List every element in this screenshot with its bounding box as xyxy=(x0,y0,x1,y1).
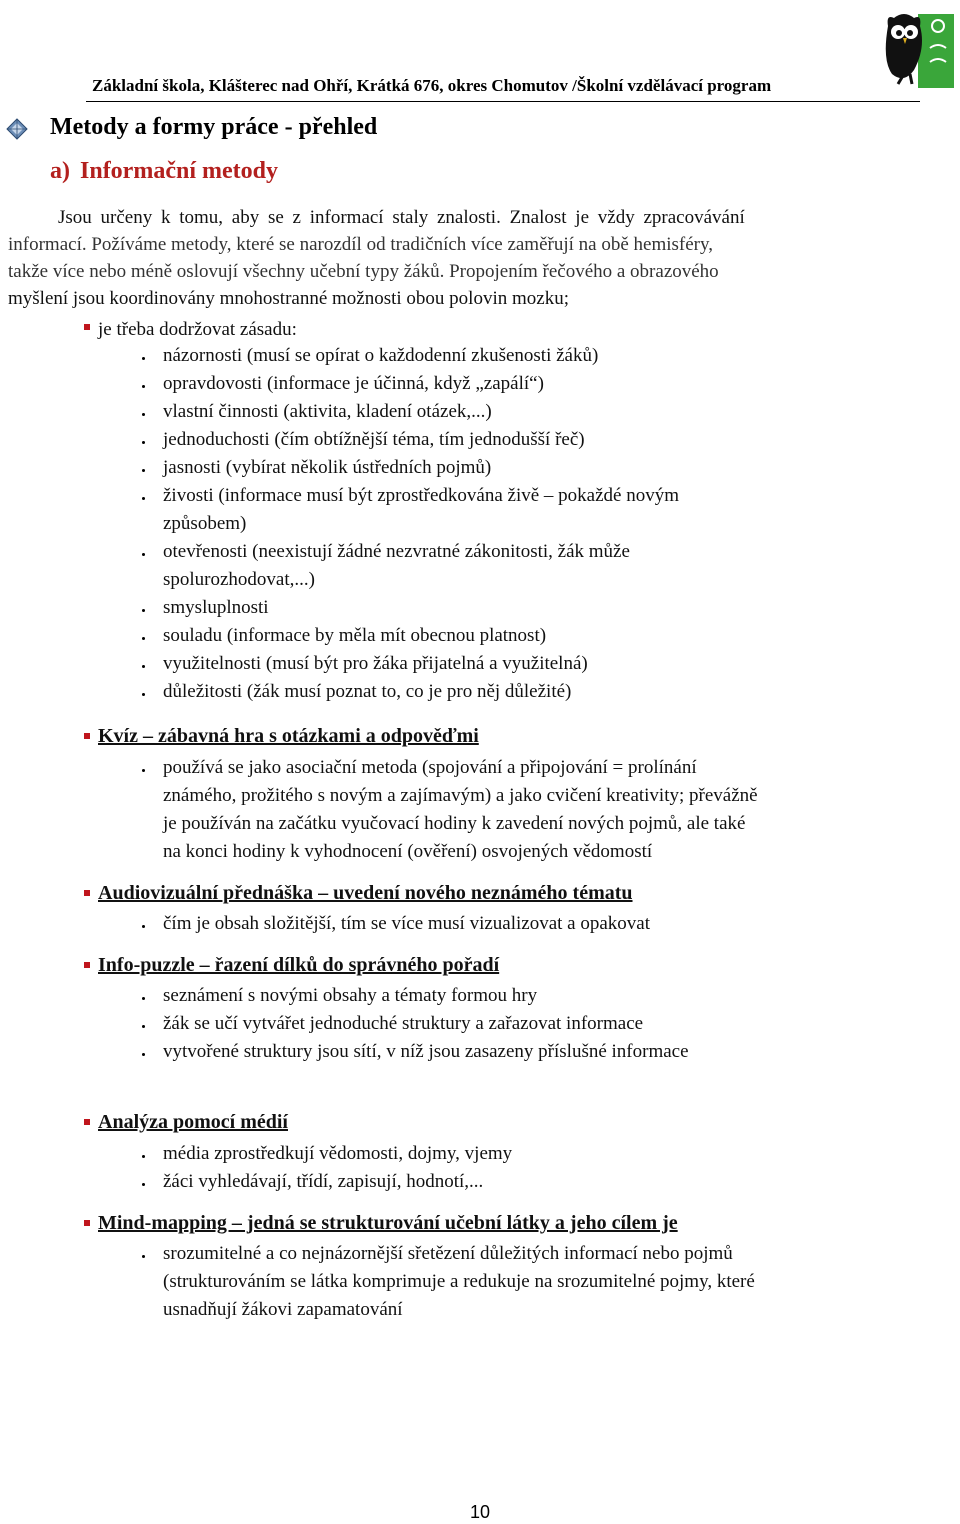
intro-line: informací. Požíváme metody, které se narozdíl od tradičních více zaměřují na obě hemisféry, xyxy=(8,234,714,255)
bullet-dot-icon xyxy=(142,553,145,556)
bullet-dot-icon xyxy=(142,1155,145,1158)
bullet-dot-icon xyxy=(142,637,145,640)
method-item-line: vytvořené struktury jsou sítí, v níž jsou zasazeny příslušné informace xyxy=(163,1041,689,1062)
method-item-line: média zprostředkují vědomosti, dojmy, vjemy xyxy=(163,1143,513,1164)
principle-item: využitelnosti (musí být pro žáka přijatelná a využitelná) xyxy=(163,653,588,674)
intro-line: takže více nebo méně oslovují všechny učební typy žáků. Propojením řečového a obrazového xyxy=(8,261,719,282)
diamond-bullet-icon xyxy=(6,118,28,140)
method-item-line: čím je obsah složitější, tím se více musí vizualizovat a opakovat xyxy=(163,913,651,934)
method-heading: Analýza pomocí médií xyxy=(98,1111,288,1133)
method-item-line: používá se jako asociační metoda (spojování a připojování = prolínání xyxy=(163,757,697,778)
square-bullet-icon xyxy=(84,733,90,739)
principle-item: názornosti (musí se opírat o každodenní zkušenosti žáků) xyxy=(163,345,599,366)
principle-item: jednoduchosti (čím obtížnější téma, tím jednodušší řeč) xyxy=(163,429,585,450)
method-item-line: je používán na začátku vyučovací hodiny k zavedení nových pojmů, ale také xyxy=(163,813,746,834)
bullet-dot-icon xyxy=(142,1053,145,1056)
method-item-line: (strukturováním se látka komprimuje a redukuje na srozumitelné pojmy, které xyxy=(163,1271,755,1292)
page-number: 10 xyxy=(469,1502,491,1522)
method-item-line: žáci vyhledávají, třídí, zapisují, hodnotí,... xyxy=(163,1171,484,1192)
bullet-dot-icon xyxy=(142,769,145,772)
bullet-dot-icon xyxy=(142,1255,145,1258)
principle-item: jasnosti (vybírat několik ústředních pojmů) xyxy=(163,457,492,478)
square-bullet-icon xyxy=(84,890,90,896)
bullet-dot-icon xyxy=(142,385,145,388)
section-title xyxy=(50,158,278,185)
bullet-dot-icon xyxy=(142,497,145,500)
principle-item: spolurozhodovat,...) xyxy=(163,569,315,590)
bullet-dot-icon xyxy=(142,413,145,416)
bullet-dot-icon xyxy=(142,997,145,1000)
principle-item: otevřenosti (neexistují žádné nezvratné zákonitosti, žák může xyxy=(163,541,630,562)
bullet-dot-icon xyxy=(142,441,145,444)
principle-item: důležitosti (žák musí poznat to, co je pro něj důležité) xyxy=(163,681,572,702)
section-title-text: Informační metody xyxy=(80,158,278,184)
bullet-dot-icon xyxy=(142,925,145,928)
method-item-line: seznámení s novými obsahy a tématy formou hry xyxy=(163,985,538,1006)
bullet-dot-icon xyxy=(142,665,145,668)
intro-line: myšlení jsou koordinovány mnohostranné možnosti obou polovin mozku; xyxy=(8,288,569,309)
square-bullet-icon xyxy=(84,1220,90,1226)
bullet-dot-icon xyxy=(142,609,145,612)
method-heading: Audiovizuální přednáška – uvedení nového neznámého tématu xyxy=(98,882,633,904)
header-rule xyxy=(86,101,920,102)
method-heading: Mind-mapping – jedná se strukturování učební látky a jeho cílem je xyxy=(98,1212,678,1234)
square-bullet-icon xyxy=(84,324,90,330)
square-bullet-icon xyxy=(84,962,90,968)
method-heading: Kvíz – zábavná hra s otázkami a odpověďmi xyxy=(98,725,479,747)
principle-item: souladu (informace by měla mít obecnou platnost) xyxy=(163,625,547,646)
owl-logo-icon xyxy=(884,8,954,88)
method-item-line: usnadňují žákovi zapamatování xyxy=(163,1299,403,1320)
bullet-dot-icon xyxy=(142,357,145,360)
method-item-line: žák se učí vytvářet jednoduché struktury a zařazovat informace xyxy=(163,1013,644,1034)
method-heading: Info-puzzle – řazení dílků do správného pořadí xyxy=(98,954,500,976)
bullet-dot-icon xyxy=(142,469,145,472)
principle-item: způsobem) xyxy=(163,513,247,534)
principle-item: smysluplnosti xyxy=(163,597,269,618)
page-title: Metody a formy práce - přehled xyxy=(50,114,378,140)
bullet-dot-icon xyxy=(142,1025,145,1028)
section-letter: a) xyxy=(50,158,70,184)
principle-item: vlastní činnosti (aktivita, kladení otázek,...) xyxy=(163,401,492,422)
intro-line: Jsou určeny k tomu, aby se z informací staly znalosti. Znalost je vždy zpracovávání xyxy=(58,207,745,228)
square-bullet-icon xyxy=(84,1119,90,1125)
method-item-line: známého, prožitého s novým a zajímavým) a jako cvičení kreativity; převážně xyxy=(163,785,758,806)
principles-heading: je třeba dodržovat zásadu: xyxy=(98,319,297,340)
bullet-dot-icon xyxy=(142,1183,145,1186)
principle-item: opravdovosti (informace je účinná, když „zapálí“) xyxy=(163,373,544,394)
header-school-name: Základní škola, Klášterec nad Ohří, Krátká 676, okres Chomutov /Školní vzdělávací program xyxy=(92,76,772,95)
method-item-line: srozumitelné a co nejnázornější sřetězení důležitých informací nebo pojmů xyxy=(163,1243,733,1264)
bullet-dot-icon xyxy=(142,693,145,696)
method-item-line: na konci hodiny k vyhodnocení (ověření) osvojených vědomostí xyxy=(163,841,653,862)
principle-item: živosti (informace musí být zprostředkována živě – pokaždé novým xyxy=(163,485,680,506)
